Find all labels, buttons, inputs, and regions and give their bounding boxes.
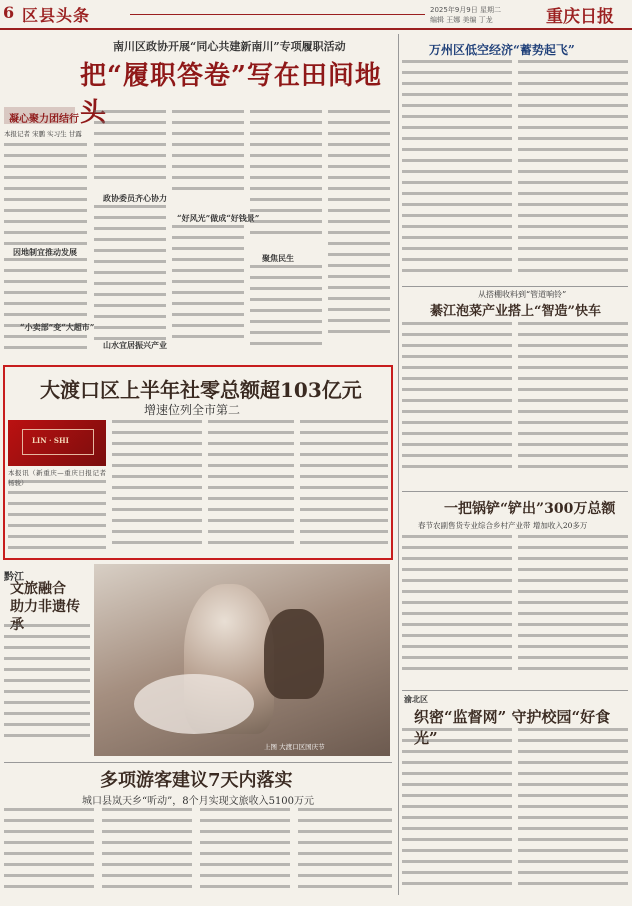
right-story1-col1 [402, 60, 512, 280]
mid-byline: 本报讯（新重庆—重庆日报记者 杨骏） [8, 469, 106, 487]
right-story1-col2 [518, 60, 628, 280]
top-col3b-text [172, 225, 244, 355]
issue-info: 2025年9月9日 星期二 编辑 王娜 美编 丁龙 [430, 6, 501, 24]
top-col1b-text [4, 258, 87, 358]
right-story3-col1 [402, 535, 512, 685]
top-quote1: “小卖部”变“大超市” [20, 322, 95, 332]
top-sub1: 因地制宜推动发展 [13, 247, 77, 257]
right-story3-col2 [518, 535, 628, 685]
mid-col2-text [112, 420, 202, 555]
right-story4-col1 [402, 728, 512, 900]
top-headline: 把“履职答卷”写在田间地头 [80, 61, 382, 128]
mid-headline: 大渡口区上半年社零总额超103亿元 [40, 378, 362, 402]
right-divider-3 [402, 690, 628, 691]
photo-caption: 上图 大渡口区国庆节 [264, 743, 325, 751]
left-col-text [4, 624, 90, 750]
top-byline: 本报记者 宋鹏 实习生 甘露 [4, 130, 82, 138]
top-col2-text [94, 110, 166, 190]
top-kicker: 南川区政协开展“同心共建新南川”专项履职活动 [113, 40, 346, 53]
right-story3-sub: 春节农副售货专业综合乡村产业带 增加收入20多万 [418, 521, 588, 530]
left-headline: 文旅融合 助力非遗传承 [10, 581, 80, 633]
left-tag: 黔江 [4, 572, 24, 583]
bottom-col2-text [102, 808, 192, 898]
top-sub2: 政协委员齐心协力 [103, 193, 167, 203]
mid-photo-banner: LIN · SHI [8, 420, 106, 466]
top-col4b-text [250, 265, 322, 355]
page-header [0, 0, 632, 30]
right-story4-headline: 织密“监督网” 守护校园“好食光” [414, 708, 611, 747]
right-story2-col1 [402, 322, 512, 482]
right-story2-col2 [518, 322, 628, 482]
right-story3-headline: 一把锅铲“铲出”300万总额 [444, 501, 616, 517]
mid-col3-text [208, 420, 294, 555]
mid-col1-text [8, 480, 106, 555]
top-sub3: 山水宜居振兴产业 [103, 340, 167, 350]
right-story1-headline: 万州区低空经济“蓄势起飞” [429, 43, 575, 57]
newspaper-logo: 重庆日报 [546, 7, 614, 27]
top-sub4: 聚焦民生 [262, 253, 294, 263]
section-title: 区县头条 [22, 6, 91, 25]
column-divider [398, 34, 399, 895]
bottom-top-rule [4, 762, 392, 763]
bottom-headline: 多项游客建议7天内落实 [100, 770, 293, 791]
top-tag: 凝心聚力团结行 [9, 114, 79, 125]
top-col4-text [250, 110, 322, 250]
right-story2-kicker: 从搭棚收料到“管道响铃” [478, 290, 567, 299]
bottom-col4-text [298, 808, 392, 898]
bottom-subhead: 城口县岚天乡“听动”，8个月实现文旅收入5100万元 [82, 796, 315, 807]
pottery-photo [94, 564, 390, 756]
top-col3-text [172, 110, 244, 203]
bottom-col1-text [4, 808, 94, 898]
bottom-col3-text [200, 808, 290, 898]
right-story4-col2 [518, 728, 628, 900]
right-story2-headline: 綦江泡菜产业搭上“智造”快车 [430, 304, 601, 319]
top-col1-text [4, 143, 87, 249]
mid-col4-text [300, 420, 388, 555]
right-divider-2 [402, 491, 628, 492]
header-rule [130, 14, 425, 15]
page-number: 6 [3, 3, 15, 22]
top-col2b-text [94, 205, 166, 355]
top-quote2: “好风光”做成“好钱景” [177, 213, 260, 223]
right-story4-kicker: 渝北区 [404, 694, 428, 704]
right-divider-1 [402, 286, 628, 287]
top-col5-text [328, 110, 390, 355]
mid-subhead: 增速位列全市第二 [144, 403, 241, 417]
